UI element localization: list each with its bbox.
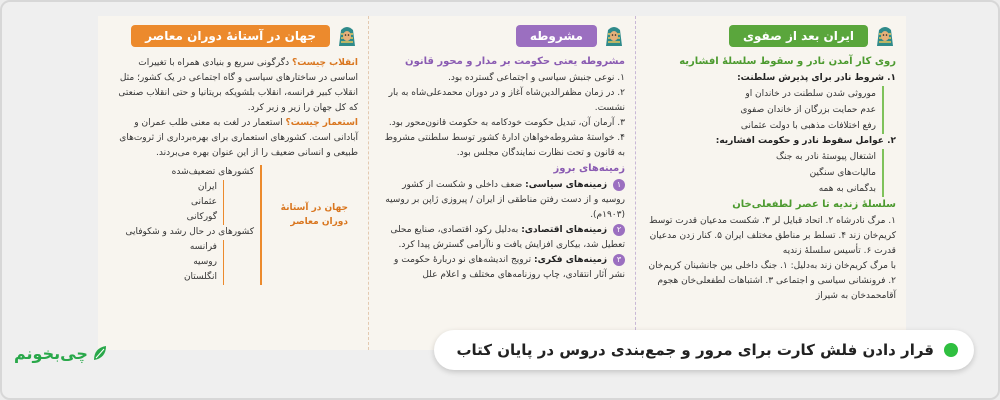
branch-item: رفع اختلافات مذهبی با دولت عثمانی — [740, 121, 876, 131]
context-text: ترویج اندیشه‌های نو دربارهٔ حکومت و نشر آثار انتقادی، چاپ روزنامه‌های مختلف و اعلام علل — [394, 255, 625, 280]
list-item: ۴. خواستهٔ مشروطه‌خواهان ادارهٔ کشور توسط سلطنتی مشروط به قانون و تحت نظارت نمایندگان مجلس بود. — [384, 133, 625, 158]
context-text: به‌دلیل رکود اقتصادی، صنایع محلی تعطیل شد، بیکاری افزایش یافت و ناآرامی گسترش پیدا کرد. — [390, 225, 625, 250]
tree-leaf: انگلستان — [183, 272, 217, 282]
column-title: مشروطه — [516, 25, 597, 47]
tree-root: جهان در آستانهٔ دوران معاصر — [280, 203, 348, 227]
tree-leaf: روسیه — [193, 257, 217, 267]
column-world-modern-era — [98, 16, 368, 350]
section-heading: سلسلهٔ زندیه تا عصر لطفعلی‌خان — [732, 199, 896, 210]
leaf-logo-icon — [92, 344, 110, 362]
context-item — [379, 223, 625, 253]
definition — [108, 56, 358, 116]
tree-leaf: ایران — [197, 182, 217, 192]
branch-list — [646, 149, 884, 197]
tree-leaf: عثمانی — [190, 197, 217, 207]
tree-group: کشورهای در حال رشد و شکوفایی — [125, 227, 254, 237]
list-item: ۳. آرمان آن، تبدیل حکومت خودکامه به حکومت قانون‌محور بود. — [388, 118, 625, 128]
caption-banner — [434, 330, 974, 370]
tree-group: کشورهای تضعیف‌شده — [171, 167, 254, 177]
definition-key: انقلاب چیست؟ — [291, 58, 358, 68]
list-item: ۲. در زمان مظفرالدین‌شاه آغاز و در دوران محمدعلی‌شاه به بار نشست. — [388, 88, 625, 113]
tree-leaves — [108, 180, 224, 225]
paragraph: ۱. مرگ نادرشاه ۲. اتحاد قبایل لر ۳. شکست مدعیان قدرت توسط کریم‌خان زند ۴. تسلط بر مناطق مختلف ایران ۵. کنار زدن مدعیان قدرت ۶. تأسیس سلسلهٔ زندیه — [649, 216, 896, 256]
context-text: ضعف داخلی و شکست از کشور روسیه و از دست رفتن مناطقی از ایران / پیروزی ژاپن بر روسیه (۱۹۰۳م). — [385, 180, 625, 220]
question-label: ۱. شروط نادر برای پذیرش سلطنت: — [737, 73, 896, 83]
branch-item: موروثی شدن سلطنت در خاندان او — [745, 89, 876, 99]
paragraph: با مرگ کریم‌خان زند به‌دلیل: ۱. جنگ داخلی بین جانشینان کریم‌خان ۲. فرونشانی سیاسی و اجتماعی ۳. اشتباهات لطفعلی‌خان هجوم آقامحمدخان به شیراز — [648, 261, 896, 301]
number-badge: ۳ — [613, 254, 625, 266]
tree-leaf: گورکانی — [186, 212, 217, 222]
branch-item: مالیات‌های سنگین — [809, 168, 876, 178]
context-label: زمینه‌های اقتصادی: — [521, 225, 608, 235]
context-item — [379, 253, 625, 283]
caption-text: قرار دادن فلش کارت برای مرور و جمع‌بندی دروس در پایان کتاب — [456, 341, 934, 359]
pharaoh-icon — [874, 24, 896, 48]
branch-item: اشتغال پیوستهٔ نادر به جنگ — [775, 152, 876, 162]
column-constitution — [368, 16, 636, 350]
column-title: جهان در آستانهٔ دوران معاصر — [131, 25, 330, 47]
pharaoh-icon — [603, 24, 625, 48]
definition — [108, 116, 358, 161]
definition-text: استعمار در لغت به معنی طلب عمران و آبادانی است. کشورهای استعماری برای بهره‌برداری از ثروت‌های طبیعی و انسانی ضعیف را از این عنوان بهره می‌بردند. — [119, 118, 358, 158]
tree-leaves — [108, 240, 224, 285]
section-heading: مشروطه یعنی حکومت بر مدار و محور قانون — [405, 56, 625, 67]
flashcard-sheet — [98, 16, 906, 350]
number-badge: ۲ — [613, 224, 625, 236]
context-label: زمینه‌های فکری: — [533, 255, 608, 265]
branch-item: بدگمانی به همه — [818, 184, 876, 194]
column-iran-after-safavid — [636, 16, 906, 350]
logo-wordmark: چی‌بخونم — [14, 343, 88, 363]
context-item — [379, 178, 625, 223]
brand-logo[interactable] — [14, 338, 110, 368]
column-title: ایران بعد از صفوی — [729, 25, 868, 47]
column-header — [379, 24, 625, 48]
column-header — [646, 24, 896, 48]
pharaoh-icon — [336, 24, 358, 48]
context-label: زمینه‌های سیاسی: — [525, 180, 608, 190]
concept-tree — [108, 165, 358, 285]
branch-list — [646, 86, 884, 134]
question-label: ۲. عوامل سقوط نادر و حکومت افشاریه: — [715, 136, 896, 146]
tree-leaf: فرانسه — [189, 242, 217, 252]
branch-item: عدم حمایت بزرگان از خاندان صفوی — [740, 105, 876, 115]
definition-key: استعمار چیست؟ — [285, 118, 358, 128]
section-heading: زمینه‌های بروز — [553, 163, 625, 174]
list-item: ۱. نوعی جنبش سیاسی و اجتماعی گسترده بود. — [448, 73, 625, 83]
tree-level — [108, 165, 262, 285]
status-dot-icon — [944, 343, 958, 357]
definition-text: دگرگونی سریع و بنیادی همراه با تغییرات اساسی در ساختارهای سیاسی و گاه اجتماعی در یک کشور؛ مثل انقلاب کبیر فرانسه، انقلاب بلشویکه بریتانیا و حتی انقلاب صنعتی که کل جهان را زیر و زبر کرد. — [118, 58, 358, 113]
column-header — [108, 24, 358, 48]
section-heading: روی کار آمدن نادر و سقوط سلسلهٔ افشاریه — [679, 56, 896, 67]
number-badge: ۱ — [613, 179, 625, 191]
